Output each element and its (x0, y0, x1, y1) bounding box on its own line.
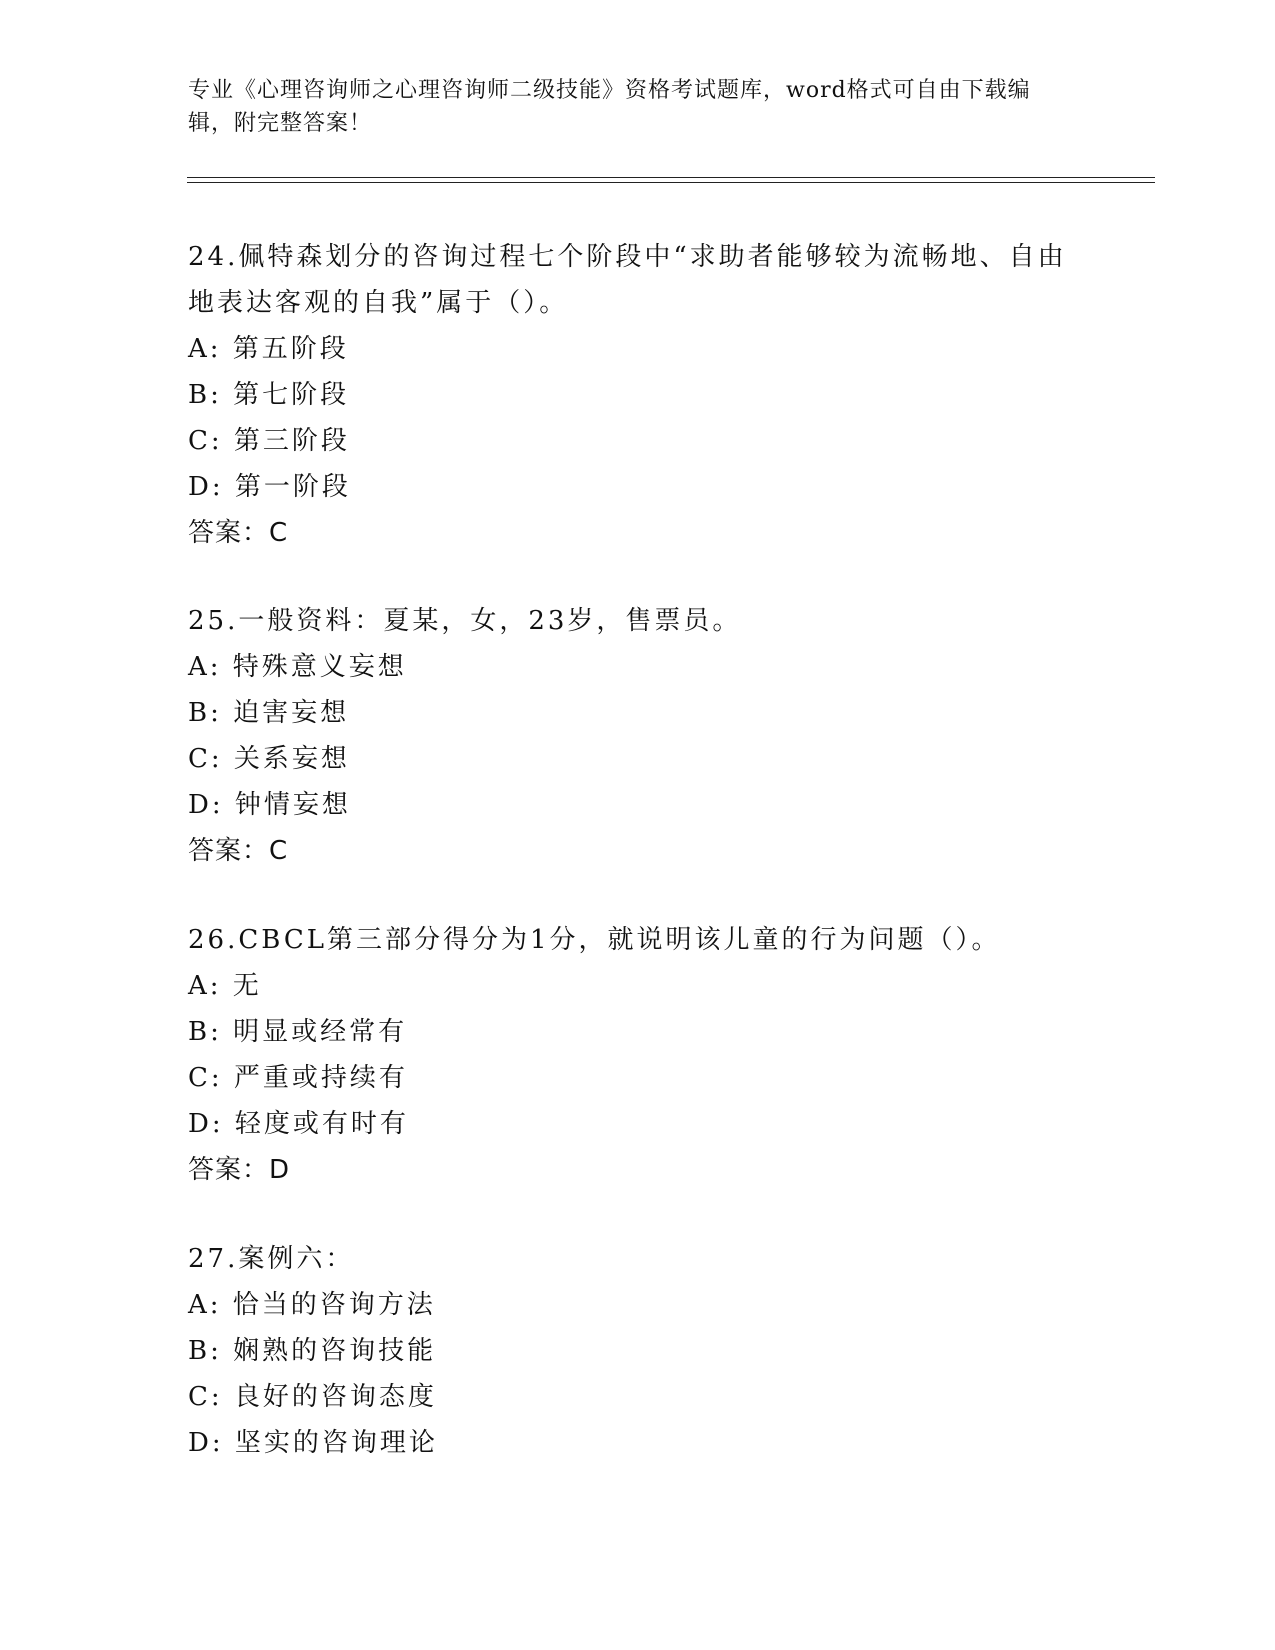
option-a: A: 特殊意义妄想 (188, 652, 407, 682)
question-27 (188, 1236, 1068, 1466)
answer-line: 答案：C (188, 836, 289, 866)
question-26 (188, 917, 1068, 1193)
option-c: C: 第三阶段 (188, 426, 350, 456)
option-d: D: 坚实的咨询理论 (188, 1428, 438, 1458)
answer-line: 答案：C (188, 518, 289, 548)
option-c: C: 良好的咨询态度 (188, 1382, 437, 1412)
answer-line: 答案：D (188, 1155, 291, 1185)
option-a: A: 无 (188, 971, 262, 1001)
option-d: D: 轻度或有时有 (188, 1109, 409, 1139)
question-stem: 24.佩特森划分的咨询过程七个阶段中“求助者能够较为流畅地、自由地表达客观的自我”属于（）。 (188, 242, 1067, 318)
header-divider-bottom (187, 182, 1155, 183)
option-b: B: 迫害妄想 (188, 698, 350, 728)
document-header: 专业《心理咨询师之心理咨询师二级技能》资格考试题库，word格式可自由下载编辑，附完整答案！ (188, 78, 1031, 136)
option-d: D: 钟情妄想 (188, 790, 351, 820)
option-b: B: 明显或经常有 (188, 1017, 408, 1047)
option-b: B: 第七阶段 (188, 380, 350, 410)
header-divider-top (187, 177, 1155, 178)
option-a: A: 恰当的咨询方法 (188, 1290, 436, 1320)
question-stem: 27.案例六： (188, 1244, 355, 1274)
question-24 (188, 234, 1068, 556)
question-25 (188, 598, 1068, 874)
option-b: B: 娴熟的咨询技能 (188, 1336, 437, 1366)
option-a: A: 第五阶段 (188, 334, 349, 364)
question-stem: 26.CBCL第三部分得分为1分，就说明该儿童的行为问题（）。 (188, 925, 1001, 955)
question-stem: 25.一般资料：夏某，女，23岁，售票员。 (188, 606, 742, 636)
option-d: D: 第一阶段 (188, 472, 351, 502)
option-c: C: 严重或持续有 (188, 1063, 408, 1093)
option-c: C: 关系妄想 (188, 744, 350, 774)
